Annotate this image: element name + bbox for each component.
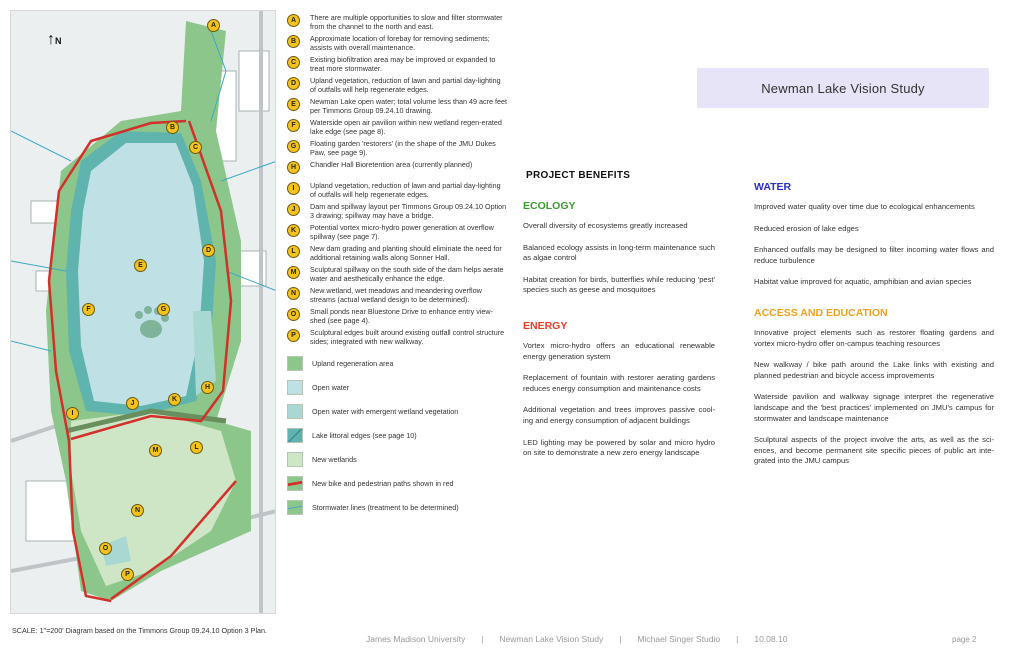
key-note-text: Existing biofiltration area may be improved or expanded to treat more stormwater. [310, 55, 496, 74]
energy-heading: ENERGY [523, 319, 568, 332]
footer-date: 10.08.10 [754, 634, 788, 644]
water-heading: WATER [754, 181, 792, 193]
key-note [287, 13, 507, 32]
map-legend [287, 13, 507, 519]
key-note [287, 160, 507, 179]
key-note-text: Chandler Hall Bioretention area (currently planned) [310, 160, 473, 169]
map-pin: N [131, 504, 144, 517]
map-pin: C [189, 141, 202, 154]
map-pin: K [168, 393, 181, 406]
key-note-letter: L [287, 245, 300, 258]
key-note [287, 118, 507, 137]
map-pin: E [134, 259, 147, 272]
footer-separator: | [736, 634, 739, 644]
energy-item: Replacement of fountain with restorer aerating gardens reduces energy consumption and maintenance costs [523, 373, 715, 393]
energy-item: Additional vegetation and trees improves passive cool-ing and energy consumption of adjacent buildings [523, 405, 715, 425]
key-note-text: Approximate location of forebay for removing sediments; assists with overall maintenance. [310, 34, 490, 53]
map-pin: B [166, 121, 179, 134]
key-note-letter: D [287, 77, 300, 90]
open-water-swatch [287, 380, 303, 395]
benefits-right-column [754, 181, 994, 478]
key-note [287, 97, 507, 116]
footer-university: James Madison University [366, 634, 466, 644]
key-note [287, 265, 507, 284]
map-pin: H [201, 381, 214, 394]
map-pin: A [207, 19, 220, 32]
water-item: Improved water quality over time due to ecological enhancements [754, 202, 975, 211]
key-note-letter: C [287, 56, 300, 69]
key-note-letter: M [287, 266, 300, 279]
key-note [287, 244, 507, 263]
footer-study: Newman Lake Vision Study [499, 634, 604, 644]
energy-item: Vortex micro-hydro offers an educational renewable energy generation system [523, 340, 715, 361]
access-item: Waterside pavilion and walkway signage interpret the regenerative landscape and the 'best practices' implemented on JMU's campus for stormwater and landscape maintenance [754, 392, 994, 423]
ecology-item: Habitat creation for birds, butterflies while reducing 'pest' species such as geese and mosquitoes [523, 274, 715, 295]
key-note [287, 55, 507, 74]
page-number: page 2 [952, 635, 977, 644]
key-note-letter: H [287, 161, 300, 174]
access-item: Sculptural aspects of the project involve the arts, as well as the sci-ences, and become permanent site specific pieces of public art inte-grated into the JMU campus [754, 435, 994, 466]
key-note [287, 286, 507, 305]
water-item: Reduced erosion of lake edges [754, 223, 859, 233]
key-note-letter: I [287, 182, 300, 195]
map-pin: J [126, 397, 139, 410]
water-item: Habitat value improved for aquatic, amphibian and avian species [754, 277, 972, 287]
key-note-text: New wetland, wet meadows and meandering overflow streams (actual wetland design to be determined). [310, 286, 482, 305]
page-footer [366, 634, 787, 644]
map-pin: O [99, 542, 112, 555]
legend-item [287, 375, 507, 399]
key-note-letter: F [287, 119, 300, 132]
map-pin: F [82, 303, 95, 316]
key-note-text: Dam and spillway layout per Timmons Group 09.24.10 Option 3 drawing; spillway may have a bridge. [310, 202, 507, 221]
site-plan-drawing [11, 11, 276, 614]
key-note-letter: P [287, 329, 300, 342]
site-plan-map [10, 10, 276, 614]
legend-item [287, 447, 507, 471]
key-note-letter: J [287, 203, 300, 216]
access-item: Innovative project elements such as restorer floating gardens and vortex micro-hydro offer on-campus teaching resources [754, 327, 994, 348]
key-note-text: Sculptural spillway on the south side of the dam helps aerate water and aesthetically enhance the edge. [310, 265, 504, 284]
access-heading: ACCESS AND EDUCATION [754, 306, 888, 319]
footer-separator: | [619, 634, 622, 644]
legend-item [287, 423, 507, 447]
map-pin: D [202, 244, 215, 257]
key-note-text: Floating garden 'restorers' (in the shape of the JMU Dukes Paw, see page 9). [310, 139, 496, 158]
map-pin: I [66, 407, 79, 420]
key-note-letter: G [287, 140, 300, 153]
map-pin: G [157, 303, 170, 316]
footer-separator: | [481, 634, 484, 644]
study-title-box [697, 68, 989, 108]
key-note-letter: B [287, 35, 300, 48]
key-note-letter: N [287, 287, 300, 300]
key-note [287, 139, 507, 158]
scale-note: SCALE: 1"=200' Diagram based on the Timmons Group 09.24.10 Option 3 Plan. [12, 626, 268, 635]
key-note-text: There are multiple opportunities to slow and filter stormwater from the channel to the north and east. [310, 13, 503, 32]
benefits-heading: PROJECT BENEFITS [526, 170, 631, 181]
map-pin: M [149, 444, 162, 457]
emergent-swatch [287, 404, 303, 419]
ecology-item: Balanced ecology assists in long-term maintenance such as algae control [523, 242, 715, 263]
key-note-text: New dam grading and planting should eliminate the need for additional retaining walls along Sonner Hall. [310, 244, 502, 263]
key-note [287, 202, 507, 221]
ecology-item: Overall diversity of ecosystems greatly increased [523, 221, 688, 230]
benefits-left-column [523, 200, 715, 470]
littoral-swatch [287, 428, 303, 443]
water-item: Enhanced outfalls may be designed to filter incoming water flows and reduce turbulence [754, 245, 994, 265]
key-note-letter: E [287, 98, 300, 111]
key-note-text: Upland vegetation, reduction of lawn and partial day-lighting of outfalls will help regenerate edges. [310, 181, 501, 200]
legend-label: Lake littoral edges (see page 10) [312, 430, 417, 440]
paths-swatch [287, 476, 303, 491]
map-pin: P [121, 568, 134, 581]
legend-item [287, 495, 507, 519]
key-note [287, 181, 507, 200]
legend-label: New bike and pedestrian paths shown in red [312, 478, 454, 488]
legend-item [287, 351, 507, 375]
legend-label: Open water [312, 382, 350, 392]
stormwater-swatch [287, 500, 303, 515]
map-pin: L [190, 441, 203, 454]
wetlands-swatch [287, 452, 303, 467]
legend-item [287, 399, 507, 423]
legend-label: Open water with emergent wetland vegetation [312, 406, 459, 416]
page-title: Newman Lake Vision Study [761, 80, 925, 96]
legend-label: Stormwater lines (treatment to be determined) [312, 502, 459, 512]
upland-swatch [287, 356, 303, 371]
key-note-text: Small ponds near Bluestone Drive to enhance entry view-shed (see page 4). [310, 307, 493, 326]
key-note [287, 328, 507, 347]
key-note-text: Sculptural edges built around existing outfall control structure sides; integrated with new walkway. [310, 328, 505, 347]
legend-label: Upland regeneration area [312, 358, 394, 368]
footer-studio: Michael Singer Studio [637, 634, 721, 644]
key-note [287, 34, 507, 53]
key-note-letter: K [287, 224, 300, 237]
key-note-text: Newman Lake open water; total volume less than 49 acre feet per Timmons Group 09.24.10 drawing. [310, 97, 507, 116]
key-note-letter: O [287, 308, 300, 321]
legend-label: New wetlands [312, 454, 357, 464]
key-note [287, 223, 507, 242]
north-arrow-icon: ↑N [47, 31, 62, 48]
key-note-text: Waterside open air pavilion within new wetland regen-erated lake edge (see page 8). [310, 118, 502, 137]
key-note-text: Potential vortex micro-hydro power generation at overflow spillway (see page 7). [310, 223, 494, 242]
key-note-letter: A [287, 14, 300, 27]
ecology-heading: ECOLOGY [523, 200, 576, 212]
access-item: New walkway / bike path around the Lake links with existing and planned pedestrian and bicycle access improvements [754, 360, 994, 380]
key-note-text: Upland vegetation, reduction of lawn and partial day-lighting of outfalls will help regenerate edges. [310, 76, 501, 95]
energy-item: LED lighting may be powered by solar and micro hydro on site to demonstrate a new zero energy landscape [523, 437, 715, 458]
key-note [287, 307, 507, 326]
key-note [287, 76, 507, 95]
legend-item [287, 471, 507, 495]
